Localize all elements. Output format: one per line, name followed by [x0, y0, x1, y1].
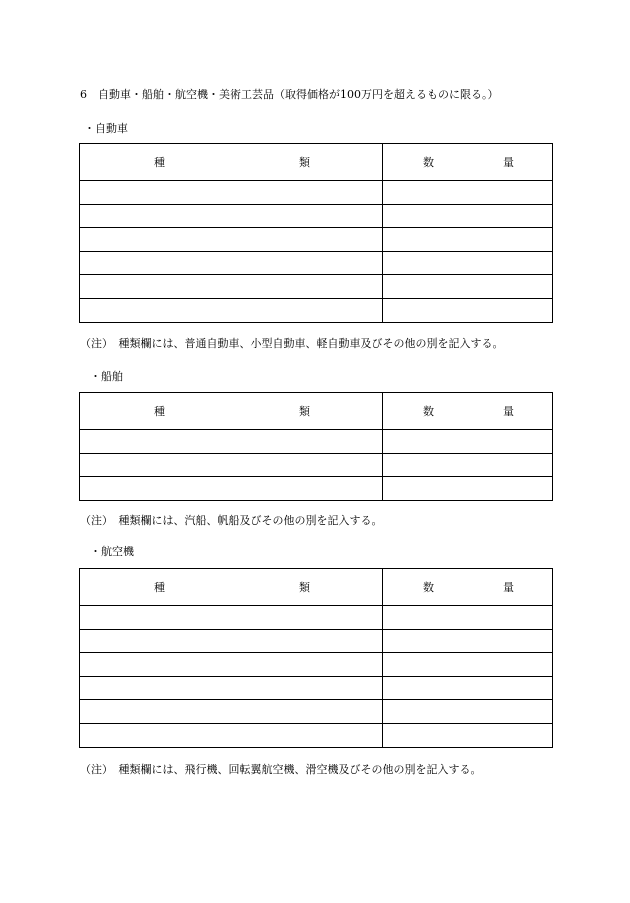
table-row	[80, 606, 553, 630]
type-header-char: 種	[154, 405, 165, 418]
type-cell[interactable]	[80, 204, 383, 228]
table-row	[80, 204, 553, 228]
page-title: 6 自動車・船舶・航空機・美術工芸品（取得価格が100万円を超えるものに限る。）	[80, 88, 499, 101]
section-label-vessel: ・船舶	[90, 370, 123, 383]
table-row	[80, 453, 553, 477]
quantity-cell[interactable]	[383, 453, 553, 477]
table-row	[80, 723, 553, 747]
type-cell[interactable]	[80, 181, 383, 205]
quantity-header-char: 数	[423, 581, 434, 594]
table-row	[80, 477, 553, 501]
type-header-char: 類	[299, 405, 310, 418]
table-row	[80, 228, 553, 252]
table-row	[80, 430, 553, 454]
type-cell[interactable]	[80, 228, 383, 252]
quantity-column-header	[383, 144, 553, 181]
type-cell[interactable]	[80, 629, 383, 653]
table-row	[80, 298, 553, 322]
quantity-cell[interactable]	[383, 228, 553, 252]
type-cell[interactable]	[80, 430, 383, 454]
table-row	[80, 181, 553, 205]
quantity-cell[interactable]	[383, 181, 553, 205]
quantity-header-char: 数	[423, 156, 434, 169]
quantity-cell[interactable]	[383, 700, 553, 724]
quantity-header-char: 量	[503, 405, 514, 418]
type-column-header	[80, 393, 383, 430]
table-header-row	[80, 569, 553, 606]
quantity-cell[interactable]	[383, 653, 553, 677]
type-cell[interactable]	[80, 275, 383, 299]
type-header-char: 類	[299, 156, 310, 169]
type-cell[interactable]	[80, 700, 383, 724]
table-header-row	[80, 144, 553, 181]
table-row	[80, 251, 553, 275]
type-cell[interactable]	[80, 723, 383, 747]
table-row	[80, 275, 553, 299]
vessel-note: （注） 種類欄には、汽船、帆船及びその他の別を記入する。	[80, 514, 383, 527]
type-cell[interactable]	[80, 298, 383, 322]
type-header-char: 類	[299, 581, 310, 594]
type-cell[interactable]	[80, 676, 383, 700]
type-header-char: 種	[154, 581, 165, 594]
table-row	[80, 700, 553, 724]
type-cell[interactable]	[80, 477, 383, 501]
quantity-header-char: 数	[423, 405, 434, 418]
quantity-cell[interactable]	[383, 477, 553, 501]
type-cell[interactable]	[80, 653, 383, 677]
type-cell[interactable]	[80, 606, 383, 630]
section-label-automobile: ・自動車	[84, 122, 128, 135]
quantity-cell[interactable]	[383, 204, 553, 228]
table-row	[80, 653, 553, 677]
vessel-table	[79, 392, 553, 501]
automobile-table	[79, 143, 553, 323]
quantity-cell[interactable]	[383, 251, 553, 275]
quantity-cell[interactable]	[383, 606, 553, 630]
type-column-header	[80, 144, 383, 181]
quantity-cell[interactable]	[383, 275, 553, 299]
type-cell[interactable]	[80, 453, 383, 477]
aircraft-note: （注） 種類欄には、飛行機、回転翼航空機、滑空機及びその他の別を記入する。	[80, 763, 482, 776]
type-column-header	[80, 569, 383, 606]
automobile-note: （注） 種類欄には、普通自動車、小型自動車、軽自動車及びその他の別を記入する。	[80, 337, 504, 350]
quantity-cell[interactable]	[383, 629, 553, 653]
section-label-aircraft: ・航空機	[90, 545, 134, 558]
quantity-cell[interactable]	[383, 723, 553, 747]
quantity-cell[interactable]	[383, 676, 553, 700]
quantity-cell[interactable]	[383, 298, 553, 322]
type-header-char: 種	[154, 156, 165, 169]
type-cell[interactable]	[80, 251, 383, 275]
quantity-column-header	[383, 393, 553, 430]
aircraft-table	[79, 568, 553, 748]
quantity-cell[interactable]	[383, 430, 553, 454]
quantity-header-char: 量	[503, 581, 514, 594]
table-header-row	[80, 393, 553, 430]
table-row	[80, 629, 553, 653]
quantity-column-header	[383, 569, 553, 606]
table-row	[80, 676, 553, 700]
quantity-header-char: 量	[503, 156, 514, 169]
